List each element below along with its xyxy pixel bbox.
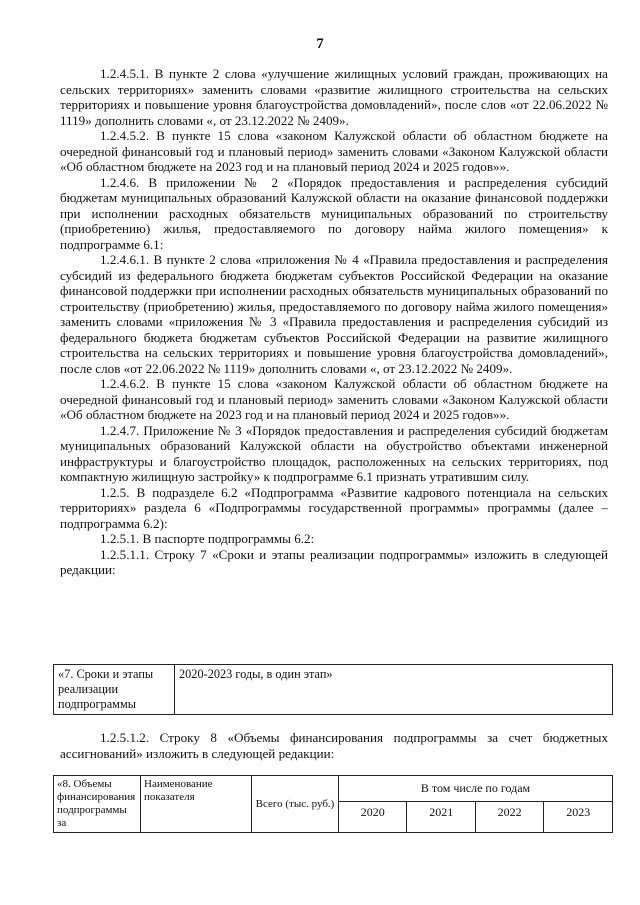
- table-cell-label: «8. Объемы финансирования подпрограммы за: [54, 776, 141, 833]
- paragraph: 1.2.5.1.2. Строку 8 «Объемы финансирования подпрограммы за счет бюджетных ассигнований» изложить в следующей редакции:: [60, 730, 608, 761]
- table-row: [54, 776, 613, 802]
- table-header-name: Наименование показателя: [141, 776, 252, 833]
- document-body: [60, 66, 608, 578]
- table-header-year: 2021: [407, 801, 475, 832]
- paragraph: 1.2.4.7. Приложение № 3 «Порядок предоставления и распределения субсидий бюджетам муниципальных образований Калужской области на обустройство объектами инженерной инфраструктуры и благоустройство площадок, расположенных на сельских территориях, под компактную жилищную застройку» к подпрограмме 6.1 признать утратившим силу.: [60, 422, 608, 484]
- table-row: [54, 665, 613, 715]
- paragraph: 1.2.4.6.2. В пункте 15 слова «законом Калужской области об областном бюджете на очередной финансовый год и плановый период» заменить словами «Законом Калужской области «Об областном бюджете на 2023 год и на плановый период 2024 и 2025 годов»».: [60, 376, 608, 422]
- table-header-years: В том числе по годам: [339, 776, 613, 802]
- table-header-year: 2022: [475, 801, 543, 832]
- table-cell-label: «7. Сроки и этапы реализации подпрограммы: [54, 665, 175, 715]
- paragraph: 1.2.5.1. В паспорте подпрограммы 6.2:: [100, 531, 315, 546]
- paragraph: 1.2.4.5.1. В пункте 2 слова «улучшение жилищных условий граждан, проживающих на сельских территориях» заменить словами «развитие жилищного строительства на сельских территориях и повышение уровня благоустройства домовладений», после слов «от 22.06.2022 № 1119» дополнить словами «, от 23.12.2022 № 2409».: [60, 66, 608, 128]
- paragraph: 1.2.5.1.1. Строку 7 «Сроки и этапы реализации подпрограммы» изложить в следующей редакции:: [60, 546, 608, 577]
- funding-table: [53, 775, 613, 833]
- table-header-year: 2023: [544, 801, 613, 832]
- paragraph: 1.2.4.6.1. В пункте 2 слова «приложения № 4 «Правила предоставления и распределения субсидий из федерального бюджета бюджетам субъектов Российской Федерации на оказание финансовой поддержки при исполнении расходных обязательств муниципальных образований по строительству (приобретению) жилья, предоставляемого по договору найма жилого помещения» заменить словами «приложения № 3 «Правила предоставления и распределения субсидий из федерального бюджета бюджетам субъектов Российской Федерации на развитие жилищного строительства на сельских территориях и повышение уровня благоустройства домовладений», после слов «от 22.06.2022 № 1119» дополнить словами «, от 23.12.2022 № 2409».: [60, 252, 608, 376]
- page-number: 7: [316, 36, 324, 52]
- paragraph: 1.2.4.6. В приложении № 2 «Порядок предоставления и распределения субсидий бюджетам муниципальных образований Калужской области на оказание финансовой поддержки при исполнении расходных обязательств муниципальных образований по строительству (приобретению) жилья, предоставляемого по договору найма жилого помещения» к подпрограмме 6.1:: [60, 174, 608, 252]
- table-cell-value: 2020-2023 годы, в один этап»: [175, 665, 613, 715]
- paragraph: 1.2.5. В подразделе 6.2 «Подпрограмма «Развитие кадрового потенциала на сельских территориях» раздела 6 «Подпрограммы государственной программы» программы (далее – подпрограмма 6.2):: [60, 484, 608, 531]
- table-header-year: 2020: [339, 801, 407, 832]
- timeline-table: [53, 664, 613, 715]
- paragraph: 1.2.4.5.2. В пункте 15 слова «законом Калужской области об областном бюджете на очередной финансовый год и плановый период» заменить словами «Законом Калужской области «Об областном бюджете на 2023 год и на плановый период 2024 и 2025 годов»».: [60, 128, 608, 174]
- table-header-total: Всего (тыс. руб.): [252, 776, 339, 833]
